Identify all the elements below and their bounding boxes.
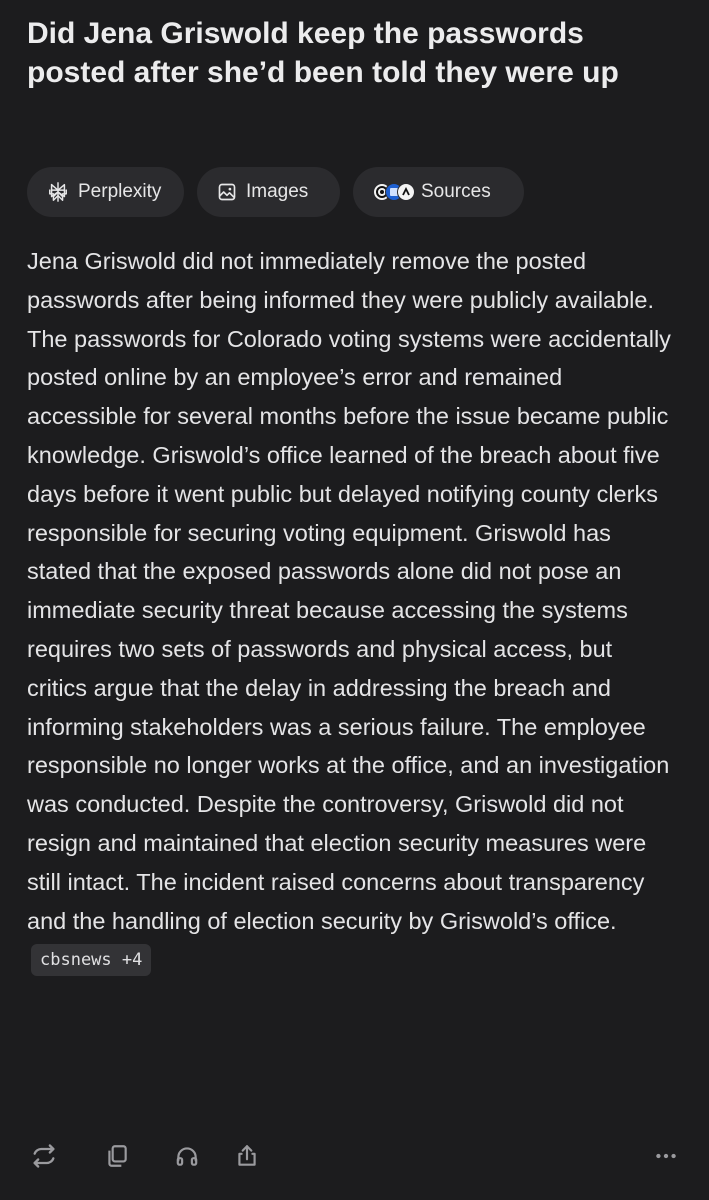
answer-text: Jena Griswold did not immediately remove the posted passwords after being informed they were publicly available. The passwords for Colorado voting systems were accidentally posted online by an employee’s error and remained accessible for several months before the issue became public knowledge. Griswold’s office learned of the breach about five days before it went public but delayed notifying county clerks responsible for securing voting equipment. Griswold has stated that the exposed passwords alone did not pose an immediate security threat because accessing the systems requires two sets of passwords and physical access, but critics argue that the delay in addressing the breach and informing stakeholders was a serious failure. The employee responsible no longer works at the office, and an investigation was conducted. Despite the controversy, Griswold did not resign and maintained that election security measures were still intact. The incident raised concerns about transparency and the handling of election security by Griswold’s office. bbox=[27, 248, 671, 934]
tab-images-label: Images bbox=[246, 181, 309, 202]
tab-perplexity[interactable] bbox=[27, 167, 184, 217]
image-icon bbox=[217, 182, 237, 202]
share-icon bbox=[234, 1143, 260, 1169]
answer-body bbox=[27, 242, 677, 979]
rewrite-icon bbox=[30, 1142, 58, 1170]
copy-icon bbox=[104, 1143, 130, 1169]
more-icon bbox=[653, 1143, 679, 1169]
rewrite-button[interactable] bbox=[26, 1138, 62, 1174]
citation-chip[interactable]: cbsnews +4 bbox=[31, 944, 151, 976]
tab-sources-label: Sources bbox=[421, 181, 491, 202]
answer-actions-bar bbox=[0, 1134, 709, 1178]
answer-tabs bbox=[27, 167, 524, 217]
headphones-icon bbox=[174, 1143, 200, 1169]
site-favicon-icon bbox=[397, 183, 415, 201]
share-button[interactable] bbox=[229, 1138, 265, 1174]
listen-button[interactable] bbox=[169, 1138, 205, 1174]
tab-images[interactable] bbox=[197, 167, 340, 217]
more-button[interactable] bbox=[648, 1138, 684, 1174]
copy-button[interactable] bbox=[99, 1138, 135, 1174]
question-title: Did Jena Griswold keep the passwords posted after she’d been told they were up bbox=[27, 17, 619, 89]
perplexity-logo-icon bbox=[47, 181, 69, 203]
tab-perplexity-label: Perplexity bbox=[78, 181, 162, 202]
tab-sources[interactable] bbox=[353, 167, 524, 217]
source-favicons bbox=[373, 183, 415, 201]
